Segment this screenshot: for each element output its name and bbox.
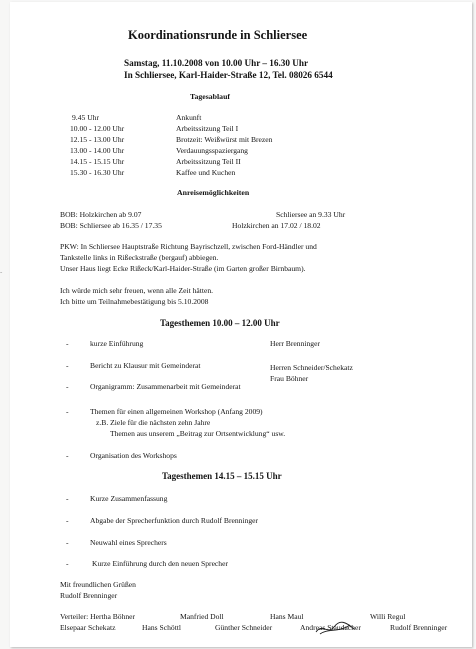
schedule-time: 10.00 - 12.00 Uhr [70,124,125,133]
distribution-entry: Willi Regul [370,612,406,621]
schedule-time: 15.30 - 16.30 Uhr [70,168,125,177]
topic-item: Organisation des Workshops [90,451,177,460]
distribution-entry: Hans Maul [270,612,304,621]
closing-signatory: Rudolf Brenninger [60,591,118,600]
distribution-entry: Hans Schöttl [142,623,182,632]
train-outbound-arrival: Schliersee an 9.33 Uhr [276,210,346,219]
distribution-entry: Manfried Doll [180,612,224,621]
schedule-item: Verdauungsspaziergang [176,146,248,155]
distribution-entry: Rudolf Brenninger [390,623,448,632]
bullet-dash: - [66,451,69,460]
schedule-item: Kaffee und Kuchen [176,168,236,177]
train-return: BOB: Schliersee ab 16.35 / 17.35 [60,221,162,230]
bullet-dash: - [66,559,69,568]
schedule-item: Arbeitssitzung Teil II [176,157,241,166]
closing-greeting: Mit freundlichen Grüßen [60,580,136,589]
schedule-item: Arbeitssitzung Teil I [176,124,239,133]
travel-heading: Anreisemöglichkeiten [177,188,250,197]
car-directions: PKW: In Schliersee Hauptstraße Richtung Bayrischzell, zwischen Ford-Händler und [60,242,317,251]
bullet-dash: - [66,538,69,547]
topic-subitem: z.B. Ziele für die nächsten zehn Jahre [96,418,211,427]
car-directions: Unser Haus liegt Ecke Rißeck/Karl-Haider-Straße (im Garten großer Birnbaum). [60,264,306,273]
topic-item: Kurze Einführung durch den neuen Sprecher [92,559,229,568]
schedule-time: 14.15 - 15.15 Uhr [70,157,125,166]
date-line: Samstag, 11.10.2008 von 10.00 Uhr – 16.30 Uhr [124,58,309,68]
bullet-dash: - [66,382,69,391]
bullet-dash: - [66,407,69,416]
schedule-item: Brotzeit: Weißwürst mit Brezen [176,135,273,144]
train-return-arrival: Holzkirchen an 17.02 / 18.02 [232,221,321,230]
schedule-time: 9.45 Uhr [72,113,99,122]
bullet-dash: - [66,361,69,370]
topic-item: Kurze Zusammenfassung [90,494,168,503]
car-directions: Tankstelle links in Rißeckstraße (bergauf) abbiegen. [60,253,219,262]
distribution-entry: Verteiler: Hertha Böhner [60,612,136,621]
address-line: In Schliersee, Karl-Haider-Straße 12, Tel. 08026 6544 [124,70,333,80]
topic-item: Themen für einen allgemeinen Workshop (Anfang 2009) [90,407,263,416]
topic-item: Organigramm: Zusammenarbeit mit Gemeinderat [90,382,241,391]
topic-subitem: Themen aus unserem „Beitrag zur Ortsentwicklung“ usw. [110,429,286,438]
margin-mark: - [0,268,3,276]
schedule-time: 12.15 - 13.00 Uhr [70,135,125,144]
bullet-dash: - [66,516,69,525]
document-title: Koordinationsrunde in Schliersee [128,28,308,42]
schedule-time: 13.00 - 14.00 Uhr [70,146,125,155]
topic-item: Abgabe der Sprecherfunktion durch Rudolf Brenninger [90,516,259,525]
topic-item: kurze Einführung [90,339,144,348]
document-page [10,2,472,647]
bullet-dash: - [66,339,69,348]
distribution-entry: Elsepaar Schekatz [60,623,116,632]
schedule-item: Ankunft [176,113,202,122]
bullet-dash: - [66,494,69,503]
topic-speaker: Frau Böhner [270,374,309,383]
train-outbound: BOB: Holzkirchen ab 9.07 [60,210,142,219]
topic-speaker: Herren Schneider/Schekatz [270,363,353,372]
topic-item: Neuwahl eines Sprechers [90,538,167,547]
afternoon-topics-heading: Tagesthemen 14.15 – 15.15 Uhr [162,471,282,481]
schedule-heading: Tagesablauf [190,92,231,101]
distribution-entry: Andreas Staudacher [300,623,361,632]
note-line: Ich würde mich sehr freuen, wenn alle Zeit hätten. [60,286,214,295]
morning-topics-heading: Tagesthemen 10.00 – 12.00 Uhr [160,318,280,328]
topic-speaker: Herr Brenninger [270,339,320,348]
distribution-entry: Günther Schneider [215,623,273,632]
rsvp-line: Ich bitte um Teilnahmebestätigung bis 5.10.2008 [60,297,209,306]
topic-item: Bericht zu Klausur mit Gemeinderat [90,361,201,370]
handwritten-mark [314,619,356,637]
